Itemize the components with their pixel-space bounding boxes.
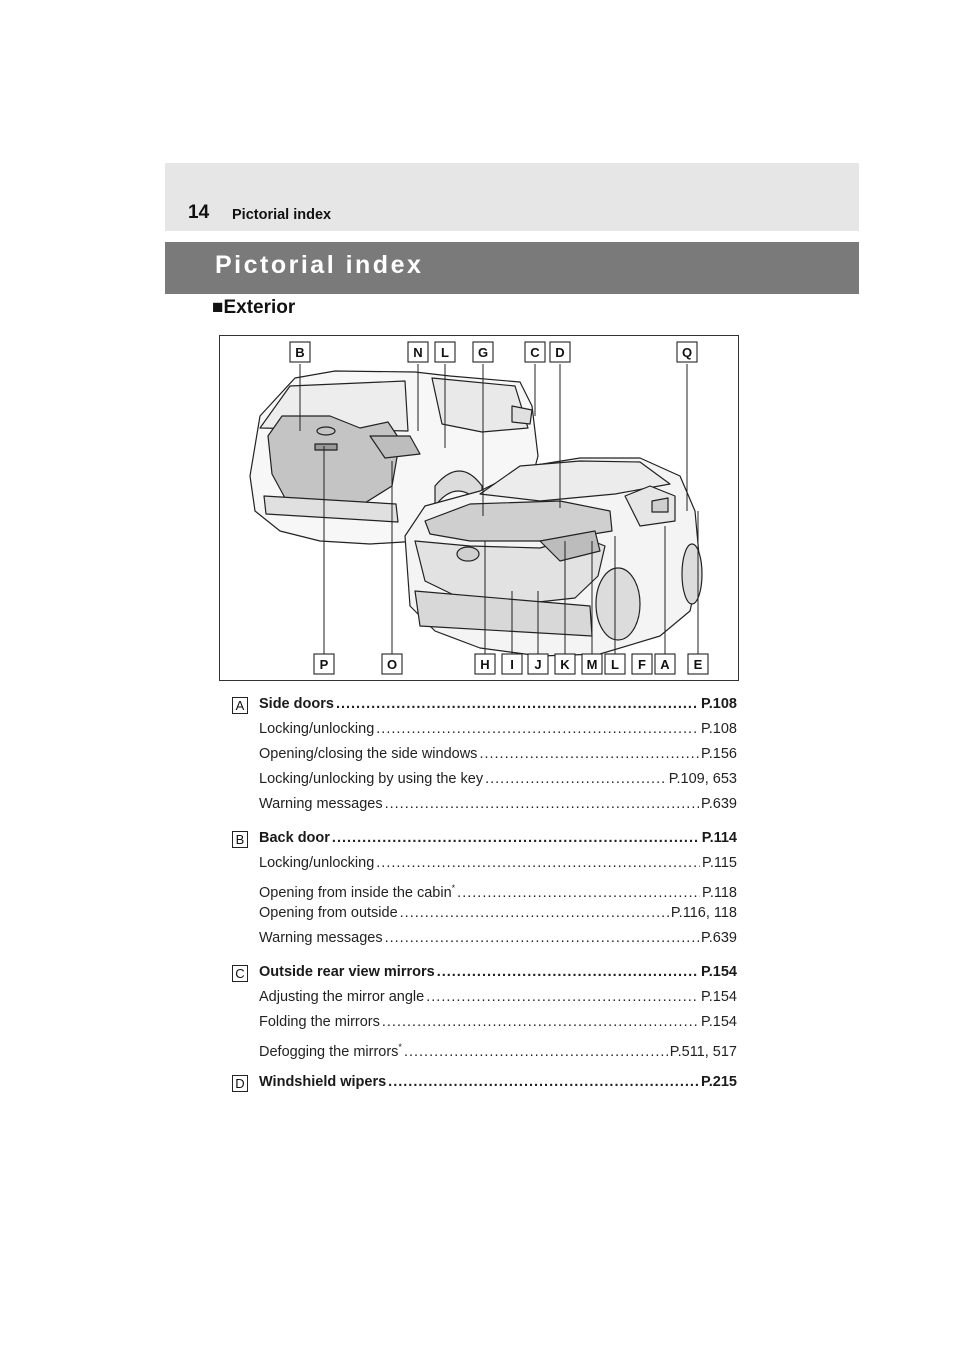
page-reference: P.116, 118	[670, 905, 737, 921]
sub-entry[interactable]	[259, 929, 737, 947]
callout-label: Q	[681, 345, 693, 360]
callout-label: K	[560, 657, 570, 672]
page-reference: P.108	[700, 696, 737, 712]
entry-label	[259, 1038, 402, 1061]
entry-label	[259, 879, 455, 902]
dot-leader	[336, 695, 699, 713]
page-reference: P.215	[700, 1074, 737, 1090]
entry-label: Back door	[259, 830, 330, 846]
vehicle-figure	[219, 335, 739, 681]
entry-label: Adjusting the mirror angle	[259, 989, 425, 1005]
dot-leader	[404, 1043, 668, 1061]
main-entry[interactable]	[259, 829, 737, 847]
callout-label: L	[441, 345, 449, 360]
entry-label: Warning messages	[259, 930, 383, 946]
entry-label-text: Opening from inside the cabin	[259, 884, 452, 901]
dot-leader	[457, 884, 700, 902]
page-reference: P.109, 653	[668, 771, 737, 787]
main-entry[interactable]	[259, 963, 737, 981]
sub-entry[interactable]	[259, 854, 737, 872]
page-reference: P.114	[701, 830, 737, 846]
title-banner	[165, 242, 859, 294]
dot-leader	[400, 904, 669, 922]
page-number: 14	[188, 202, 210, 223]
callout-label: D	[555, 345, 565, 360]
running-title: Pictorial index	[232, 207, 332, 223]
page-reference: P.511, 517	[669, 1043, 737, 1060]
callout-label: E	[693, 657, 703, 672]
page-reference: P.115	[702, 855, 737, 871]
sub-entry[interactable]	[259, 879, 737, 902]
entry-label: Locking/unlocking	[259, 855, 375, 871]
entry-label-text: Defogging the mirrors	[259, 1043, 399, 1060]
main-entry[interactable]	[259, 1073, 737, 1091]
callout-label: G	[477, 345, 489, 360]
callout-label: B	[295, 345, 305, 360]
callout-label: A	[660, 657, 670, 672]
sub-entry[interactable]	[259, 795, 737, 813]
page-reference: P.639	[700, 930, 737, 946]
page-reference: P.154	[700, 1014, 737, 1030]
entry-label: Folding the mirrors	[259, 1014, 380, 1030]
sub-entry[interactable]	[259, 1013, 737, 1031]
top-callout-labels	[290, 342, 697, 362]
dot-leader	[479, 745, 699, 763]
entry-label: Side doors	[259, 696, 334, 712]
dot-leader	[485, 770, 667, 788]
sub-entry[interactable]	[259, 720, 737, 738]
entry-label: Outside rear view mirrors	[259, 964, 435, 980]
dot-leader	[426, 988, 699, 1006]
entry-label: Windshield wipers	[259, 1074, 387, 1090]
dot-leader	[376, 854, 700, 872]
callout-label: F	[638, 657, 646, 672]
sub-entry[interactable]	[259, 770, 737, 788]
callout-letter-box: A	[232, 697, 248, 714]
callout-label: J	[534, 657, 542, 672]
section-heading: ■Exterior	[212, 297, 296, 318]
page-reference: P.154	[700, 964, 737, 980]
dot-leader	[332, 829, 700, 847]
callout-label: O	[386, 657, 398, 672]
callout-letter-box: B	[232, 831, 248, 848]
page-reference: P.639	[700, 796, 737, 812]
dot-leader	[382, 1013, 699, 1031]
entry-label: Opening from outside	[259, 905, 398, 921]
dot-leader	[388, 1073, 699, 1091]
dot-leader	[385, 795, 699, 813]
callout-label: L	[611, 657, 619, 672]
entry-label: Opening/closing the side windows	[259, 746, 478, 762]
callout-letter-box: D	[232, 1075, 248, 1092]
callout-label: C	[530, 345, 540, 360]
callout-label: H	[480, 657, 490, 672]
page-title: Pictorial index	[215, 251, 424, 279]
callout-label: P	[319, 657, 329, 672]
entry-label: Locking/unlocking by using the key	[259, 771, 484, 787]
sub-entry[interactable]	[259, 988, 737, 1006]
callout-letter-box: C	[232, 965, 248, 982]
page-reference: P.108	[700, 721, 737, 737]
entry-label: Locking/unlocking	[259, 721, 375, 737]
footnote-mark: *	[451, 883, 456, 893]
main-entry[interactable]	[259, 695, 737, 713]
page-reference: P.118	[702, 884, 737, 901]
sub-entry[interactable]	[259, 745, 737, 763]
dot-leader	[437, 963, 699, 981]
vehicle-illustration	[220, 336, 740, 682]
page-reference: P.156	[700, 746, 737, 762]
footnote-mark: *	[398, 1042, 402, 1052]
dot-leader	[385, 929, 699, 947]
dot-leader	[376, 720, 699, 738]
sub-entry[interactable]	[259, 904, 737, 922]
bottom-callout-labels	[314, 654, 708, 674]
page-reference: P.154	[700, 989, 737, 1005]
sub-entry[interactable]	[259, 1038, 737, 1061]
callout-label: I	[510, 657, 514, 672]
callout-label: M	[586, 657, 598, 672]
callout-label: N	[413, 345, 423, 360]
entry-label: Warning messages	[259, 796, 383, 812]
